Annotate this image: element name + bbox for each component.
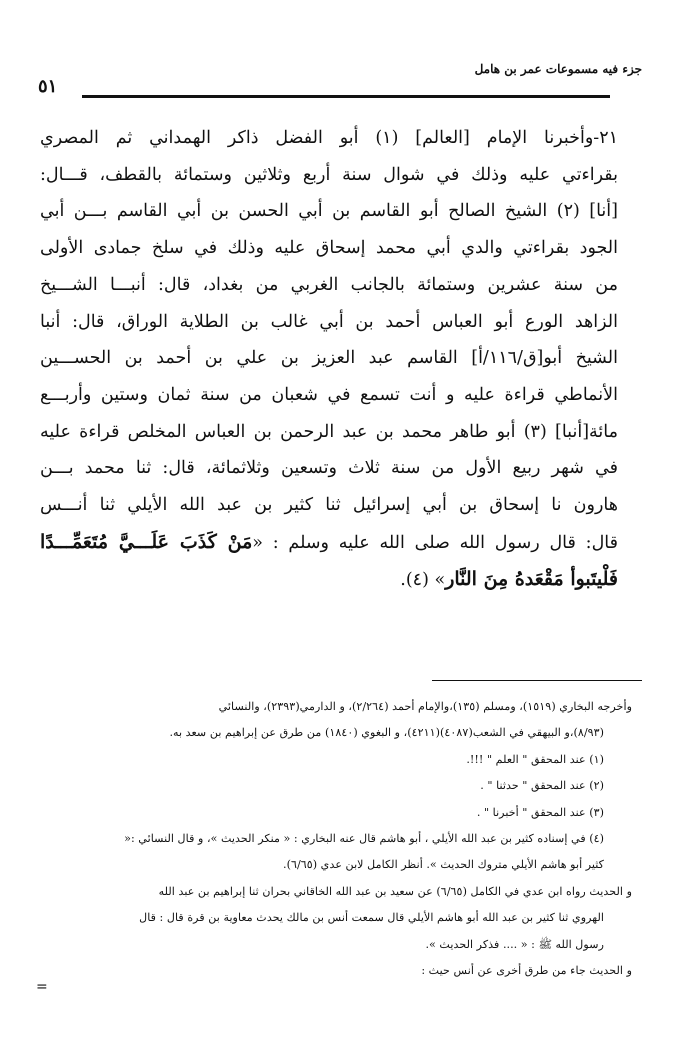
text-line: بقراءتي عليه وذلك في شوال سنة أربع وثلاثين وستمائة بالقطف، قـــال: bbox=[40, 164, 618, 185]
text-line: [أنا] (٢) الشيخ الصالح أبو القاسم بن أبي الحسن بن أبي القاسم بـــن أبي bbox=[40, 201, 618, 222]
header-rule bbox=[82, 95, 610, 98]
footnotes bbox=[38, 694, 632, 984]
main-text bbox=[40, 120, 618, 599]
footnote-line: الهروي ثنا كثير بن عبد الله أبو هاشم الأيلي قال سمعت أنس بن مالك يحدث معاوية بن قرة قال : قال bbox=[139, 911, 604, 925]
hadith-text-part1: مَنْ كَذَبَ عَلَـــيَّ مُتَعَمِّـــدًا bbox=[40, 530, 253, 553]
footnote-rule bbox=[432, 680, 642, 681]
text-line: الجود بقراءتي والدي أبي محمد إسحاق عليه وذلك في سلخ جمادى الأولى bbox=[40, 238, 618, 259]
footnote-3: (٣) عند المحقق " أخبرنا " . bbox=[476, 805, 604, 819]
text-line: الأنماطي قراءة عليه و أنت تسمع في شعبان من سنة ثمان وستين وأربـــع bbox=[40, 384, 618, 405]
footnote-line: كثير أبو هاشم الأيلي متروك الحديث ». أنظر الكامل لابن عدي (٦/٦٥). bbox=[283, 858, 604, 872]
text-line: هارون نا إسحاق بن أبي إسرائيل ثنا كثير بن عبد الله الأيلي ثنا أنـــس bbox=[40, 495, 618, 516]
text-line: مائة[أنبا] (٣) أبو طاهر محمد بن عبد الرحمن بن العباس المخلص قراءة عليه bbox=[40, 421, 618, 442]
footnote-line: رسول الله ﷺ : « .... فذكر الحديث ». bbox=[425, 937, 604, 951]
text-line: الشيخ أبو[ق/١١٦/أ] القاسم عبد العزيز بن علي بن أحمد بن الحســـين bbox=[40, 348, 618, 369]
footnote-2: (٢) عند المحقق " حدثنا " . bbox=[480, 779, 604, 793]
footnote-1: (١) عند المحقق " العلم " !!!. bbox=[466, 752, 604, 766]
page-number: ٥١ bbox=[38, 76, 58, 97]
running-header-title: جزء فيه مسموعات عمر بن هامل bbox=[474, 62, 642, 76]
footnote-line: و الحديث جاء من طرق أخرى عن أنس حيث : bbox=[421, 964, 632, 978]
text-line: الزاهد الورع أبو العباس أحمد بن أبي غالب بن الطلاية الوراق، قال: أنبا bbox=[40, 311, 618, 332]
footnote-line: وأخرجه البخاري (١٥١٩)، ومسلم (١٣٥)،والإمام أحمد (٢/٢٦٤)، و الدارمي(٢٣٩٣)، والنسائي bbox=[218, 700, 632, 713]
text-line: ٢١-وأخبرنا الإمام [العالم] (١) أبو الفضل ذاكر الهمداني ثم المصري bbox=[40, 128, 618, 148]
text-line bbox=[40, 524, 618, 562]
hadith-intro: قال: قال رسول الله صلى الله عليه وسلم : « bbox=[252, 532, 618, 553]
corner-mark: = bbox=[36, 979, 48, 995]
text-line: من سنة عشرين وستمائة بالجانب الغربي من بغداد، قال: أنبـــا الشـــيخ bbox=[40, 274, 618, 295]
footnote-4: (٤) في إسناده كثير بن عبد الله الأيلي ، أبو هاشم قال عنه البخاري : « منكر الحديث »، و قال النسائي :« bbox=[124, 832, 604, 846]
footnote-line: (٨/٩٣)،و البيهقي في الشعب(٤٠٨٧)(٤٢١١)، و البغوي (١٨٤٠) من طرق عن إبراهيم بن سعد به. bbox=[169, 726, 604, 740]
hadith-text-part2: فَلْيتَبوأ مَقْعَدهُ مِنَ النَّار bbox=[445, 568, 618, 591]
text-line bbox=[40, 561, 618, 599]
footnote-line: و الحديث رواه ابن عدي في الكامل (٦/٦٥) عن سعيد بن عبد الله الخاقاني بحران ثنا إبراهيم بن عبد الله bbox=[158, 884, 632, 898]
hadith-close: » (٤). bbox=[400, 570, 446, 591]
text-line: في شهر ربيع الأول من سنة ثلاث وتسعين وثلاثمائة، قال: ثنا محمد بـــن bbox=[40, 458, 618, 479]
